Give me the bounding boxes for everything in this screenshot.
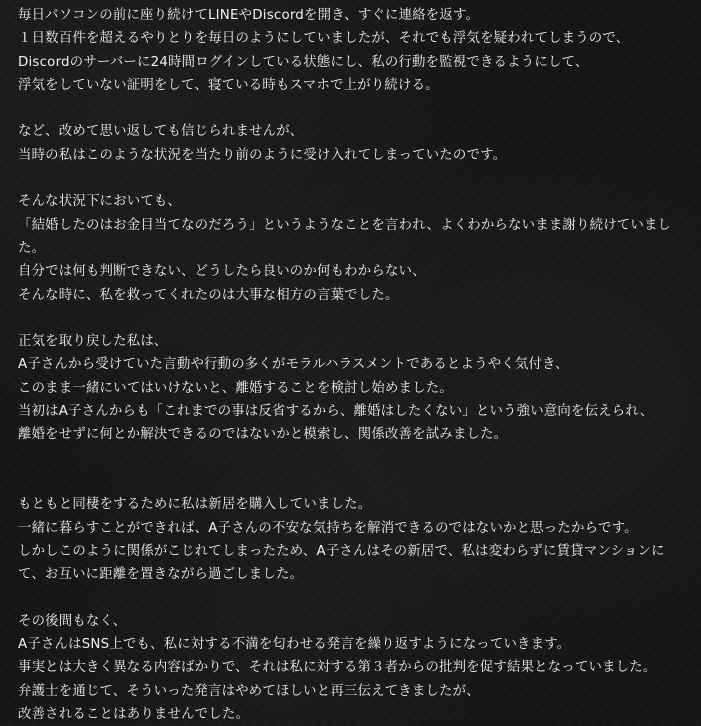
text-line: 当初はA子さんからも「これまでの事は反省するから、離婚はしたくない」という強い意向を伝えられ、 bbox=[18, 404, 654, 420]
paragraph-4 bbox=[18, 330, 694, 446]
text-line: 弁護士を通じて、そういった発言はやめてほしいと再三伝えてきましたが、 bbox=[18, 683, 480, 699]
text-line: A子さんはSNS上でも、私に対する不満を匂わせる発言を繰り返すようになっていきます。 bbox=[18, 637, 571, 653]
paragraph-spacer bbox=[18, 447, 694, 494]
article-body bbox=[18, 4, 694, 726]
text-line: 改善されることはありませんでした。 bbox=[18, 706, 250, 722]
text-line: 事実とは大きく異なる内容ばかりで、それは私に対する第３者からの批判を促す結果となっていました。 bbox=[18, 660, 657, 676]
text-line: 当時の私はこのような状況を当たり前のように受け入れてしまっていたのです。 bbox=[18, 147, 507, 163]
text-line: 離婚をせずに何とか解決できるのではないかと模索し、関係改善を試みました。 bbox=[18, 427, 508, 443]
text-line: そんな時に、私を救ってくれたのは大事な相方の言葉でした。 bbox=[18, 287, 399, 303]
text-line: た。 bbox=[18, 240, 46, 256]
paragraph-spacer bbox=[18, 307, 694, 330]
paragraph-spacer bbox=[18, 586, 694, 609]
text-line: 浮気をしていない証明をして、寝ている時もスマホで上がり続ける。 bbox=[18, 77, 439, 93]
text-line: １日数百件を超えるやりとりを毎日のようにしていましたが、それでも浮気を疑われてしまうので、 bbox=[18, 31, 630, 47]
paragraph-spacer bbox=[18, 97, 694, 120]
paragraph-1 bbox=[18, 4, 694, 97]
text-line: その後間もなく、 bbox=[18, 613, 127, 629]
text-line: 一緒に暮らすことができれば、A子さんの不安な気持ちを解消できるのではないかと思ったからです。 bbox=[18, 520, 638, 536]
paragraph-3 bbox=[18, 190, 694, 306]
text-line: て、お互いに距離を置きながら過ごしました。 bbox=[18, 567, 304, 583]
text-line: このまま一緒にいてはいけないと、離婚することを検討し始めました。 bbox=[18, 380, 453, 396]
text-line: Discordのサーバーに24時間ログインしている状態にし、私の行動を監視できるようにして、 bbox=[18, 54, 589, 70]
text-line: 自分では何も判断できない、どうしたら良いのか何もわからない、 bbox=[18, 264, 426, 280]
paragraph-spacer bbox=[18, 167, 694, 190]
text-line: 正気を取り戻した私は、 bbox=[18, 334, 168, 350]
text-line: 毎日パソコンの前に座り続けてLINEやDiscordを開き、すぐに連絡を返す。 bbox=[18, 8, 480, 23]
text-line: 「結婚したのはお金目当てなのだろう」というようなことを言われ、よくわからないまま謝り続けていまし bbox=[18, 217, 672, 233]
text-line: しかしこのように関係がこじれてしまったため、A子さんはその新居で、私は変わらずに賃貸マンションに bbox=[18, 543, 665, 559]
text-line: もともと同棲をするために私は新居を購入していました。 bbox=[18, 497, 372, 513]
text-line: そんな状況下においても、 bbox=[18, 194, 182, 210]
paragraph-5 bbox=[18, 493, 694, 586]
paragraph-6 bbox=[18, 610, 694, 726]
text-line: など、改めて思い返しても信じられませんが、 bbox=[18, 124, 304, 140]
paragraph-2 bbox=[18, 120, 694, 167]
text-line: A子さんから受けていた言動や行動の多くがモラルハラスメントであるとようやく気付き、 bbox=[18, 357, 569, 373]
